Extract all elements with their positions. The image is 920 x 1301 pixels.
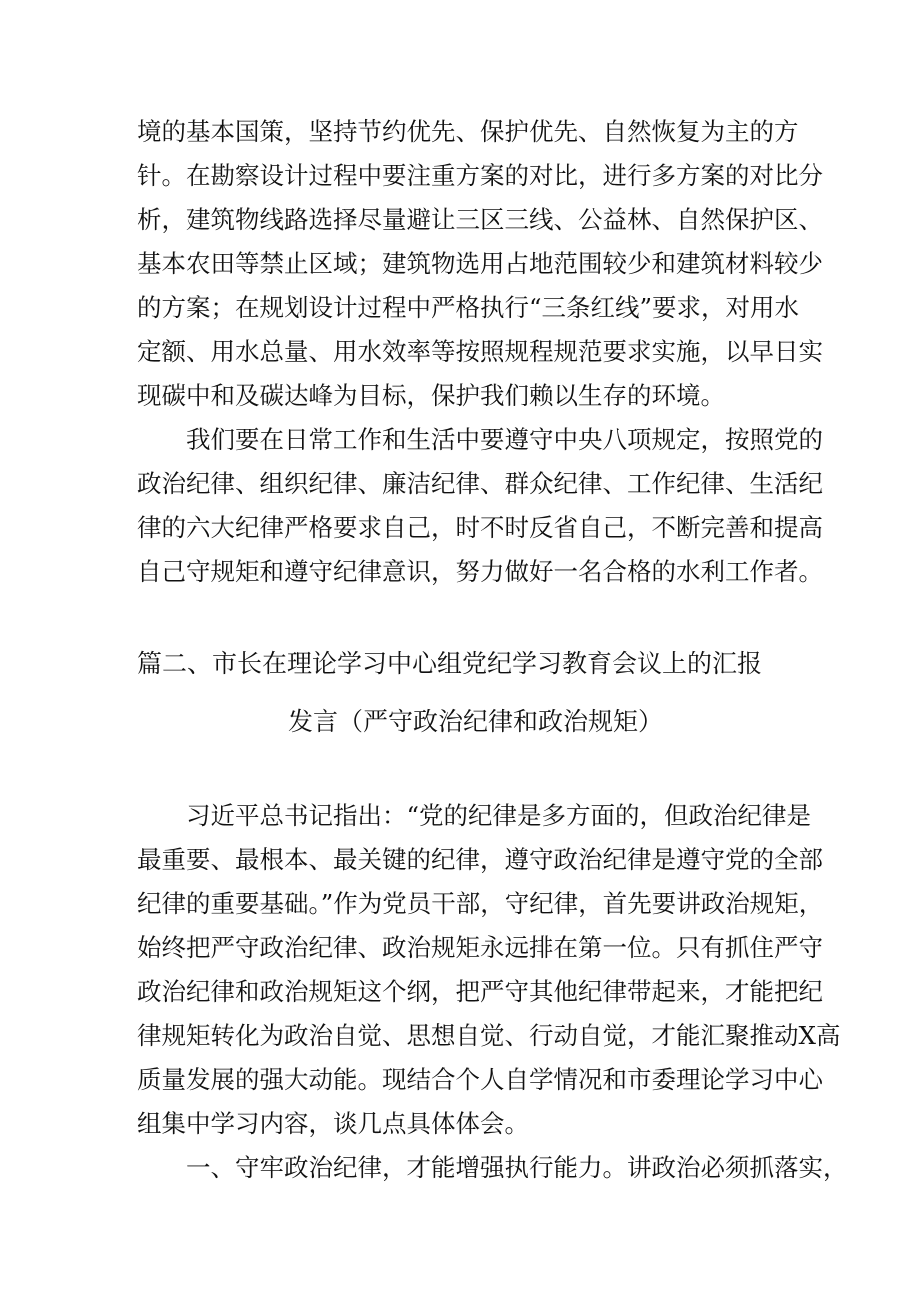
section-title-line-1: 篇二、市长在理论学习中心组党纪学习教育会议上的汇报 (137, 649, 763, 678)
paragraph-line: 始终把严守政治纪律、政治规矩永远排在第一位。只有抓住严守 (137, 933, 823, 962)
paragraph-line: 我们要在日常工作和生活中要遵守中央八项规定，按照党的 (186, 425, 823, 454)
paragraph-line: 自己守规矩和遵守纪律意识，努力做好一名合格的水利工作者。 (137, 557, 823, 586)
paragraph-line: 定额、用水总量、用水效率等按照规程规范要求实施，以早日实 (137, 337, 823, 366)
paragraph-line: 组集中学习内容，谈几点具体体会。 (137, 1109, 529, 1138)
paragraph-line: 的方案；在规划设计过程中严格执行“三条红线”要求，对用水 (137, 293, 800, 322)
paragraph-line: 政治纪律和政治规矩这个纲，把严守其他纪律带起来，才能把纪 (137, 977, 823, 1006)
paragraph-line: 纪律的重要基础。”作为党员干部，守纪律，首先要讲政治规矩， (137, 889, 824, 918)
paragraph-line: 最重要、最根本、最关键的纪律，遵守政治纪律是遵守党的全部 (137, 845, 823, 874)
paragraph-line: 律的六大纪律严格要求自己，时不时反省自己，不断完善和提高 (137, 513, 823, 542)
paragraph-line: 政治纪律、组织纪律、廉洁纪律、群众纪律、工作纪律、生活纪 (137, 469, 823, 498)
paragraph-line: 一、守牢政治纪律，才能增强执行能力。讲政治必须抓落实， (186, 1153, 848, 1182)
paragraph-line: 基本农田等禁止区域；建筑物选用占地范围较少和建筑材料较少 (137, 249, 823, 278)
paragraph-line: 析，建筑物线路选择尽量避让三区三线、公益林、自然保护区、 (137, 205, 823, 234)
paragraph-line: 境的基本国策，坚持节约优先、保护优先、自然恢复为主的方 (137, 117, 799, 146)
section-title-line-2: 发言（严守政治纪律和政治规矩） (288, 707, 664, 736)
paragraph-line: 习近平总书记指出：“党的纪律是多方面的，但政治纪律是 (186, 801, 812, 830)
paragraph-line: 现碳中和及碳达峰为目标，保护我们赖以生存的环境。 (137, 381, 725, 410)
paragraph-line: 针。在勘察设计过程中要注重方案的对比，进行多方案的对比分 (137, 161, 823, 190)
paragraph-line: 质量发展的强大动能。现结合个人自学情况和市委理论学习中心 (137, 1065, 823, 1094)
paragraph-line: 律规矩转化为政治自觉、思想自觉、行动自觉，才能汇聚推动X高 (137, 1021, 841, 1050)
